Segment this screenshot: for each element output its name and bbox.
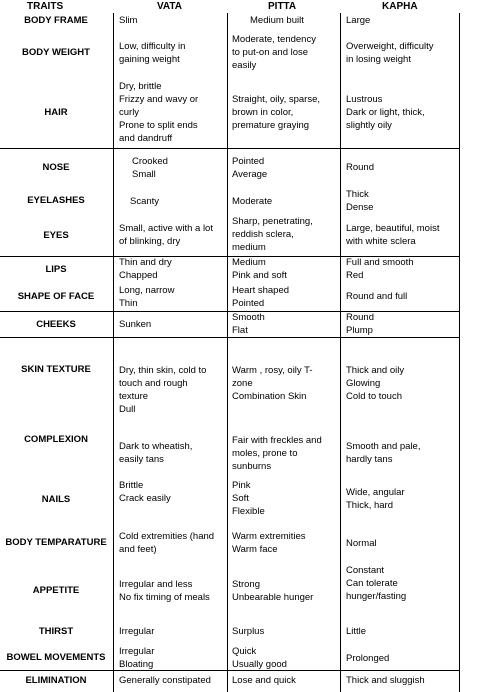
kapha-cell: Prolonged [346,653,390,664]
vata-cell: Dry, thin skin, cold to touch and rough texture Dull [119,365,207,415]
pitta-cell: Pointed Average [232,156,268,180]
row-divider [0,148,460,149]
trait-label: HAIR [44,107,68,118]
trait-label: ELIMINATION [25,675,87,686]
column-divider [459,13,460,692]
pitta-cell: Strong Unbearable hunger [232,579,314,603]
pitta-cell: Quick Usually good [232,646,287,670]
row-divider [0,337,460,338]
trait-label: BODY TEMPARATURE [5,537,107,548]
vata-cell: Small, active with a lot of blinking, dry [119,223,213,247]
header-vata: VATA [157,1,182,12]
pitta-cell: Moderate [232,196,273,207]
pitta-cell: Pink Soft Flexible [232,480,265,517]
trait-label: THIRST [38,626,74,637]
pitta-cell: Medium built [250,15,304,26]
kapha-cell: Overweight, difficulty in losing weight [346,41,434,65]
trait-label: BODY WEIGHT [22,47,90,58]
vata-cell: Dark to wheatish, easily tans [119,441,193,465]
trait-label: BOWEL MOVEMENTS [6,652,106,663]
kapha-cell: Large [346,15,371,26]
kapha-cell: Little [346,626,367,637]
pitta-cell: Lose and quick [232,675,296,686]
kapha-cell: Round Plump [346,312,374,336]
trait-label: COMPLEXION [24,434,88,445]
vata-cell: Irregular and less No fix timing of meals [119,579,210,603]
kapha-cell: Thick and sluggish [346,675,425,686]
pitta-cell: Straight, oily, sparse, brown in color, premature graying [232,94,321,131]
kapha-cell: Round [346,162,374,173]
trait-label: CHEEKS [36,319,76,330]
pitta-cell: Warm extremities Warm face [232,531,306,555]
pitta-cell: Fair with freckles and moles, prone to sunburns [232,435,322,472]
kapha-cell: Large, beautiful, moist with white sclera [346,223,440,247]
vata-cell: Thin and dry Chapped [119,257,172,281]
kapha-cell: Constant Can tolerate hunger/fasting [346,565,407,602]
vata-cell: Cold extremities (hand and feet) [119,531,215,555]
vata-cell: Scanty [130,196,160,207]
trait-label: LIPS [45,264,67,275]
trait-label: APPETITE [32,585,80,596]
pitta-cell: Sharp, penetrating, reddish sclera, medium [232,216,313,253]
kapha-cell: Smooth and pale, hardly tans [346,441,421,465]
kapha-cell: Thick Dense [346,189,374,213]
vata-cell: Low, difficulty in gaining weight [119,41,186,65]
column-divider [340,13,341,692]
trait-label: EYELASHES [27,195,85,206]
trait-label: BODY FRAME [24,15,88,26]
vata-cell: Irregular [119,626,155,637]
header-pitta: PITTA [268,1,297,12]
trait-label: NAILS [41,494,71,505]
vata-cell: Long, narrow Thin [119,285,175,309]
kapha-cell: Full and smooth Red [346,257,414,281]
column-divider [113,13,114,692]
header-kapha: KAPHA [382,1,418,12]
trait-label: SKIN TEXTURE [21,364,91,375]
vata-cell: Crooked Small [132,156,168,180]
row-divider [0,670,460,671]
pitta-cell: Warm , rosy, oily T- zone Combination Skin [232,365,313,402]
vata-cell: Generally constipated [119,675,211,686]
pitta-cell: Moderate, tendency to put-on and lose easily [232,34,316,71]
vata-cell: Dry, brittle Frizzy and wavy or curly Prone to split ends and dandruff [119,81,199,144]
pitta-cell: Smooth Flat [232,312,265,336]
trait-label: NOSE [42,162,70,173]
vata-cell: Slim [119,15,138,26]
vata-cell: Sunken [119,319,152,330]
kapha-cell: Wide, angular Thick, hard [346,487,405,511]
pitta-cell: Medium Pink and soft [232,257,287,281]
kapha-cell: Normal [346,538,377,549]
header-traits: TRAITS [27,1,64,12]
trait-label: SHAPE OF FACE [17,291,95,302]
kapha-cell: Lustrous Dark or light, thick, slightly oily [346,94,425,131]
vata-cell: Irregular Bloating [119,646,155,670]
pitta-cell: Surplus [232,626,265,637]
kapha-cell: Thick and oily Glowing Cold to touch [346,365,405,402]
kapha-cell: Round and full [346,291,408,302]
column-divider [227,13,228,692]
vata-cell: Brittle Crack easily [119,480,171,504]
trait-label: EYES [43,230,69,241]
pitta-cell: Heart shaped Pointed [232,285,290,309]
